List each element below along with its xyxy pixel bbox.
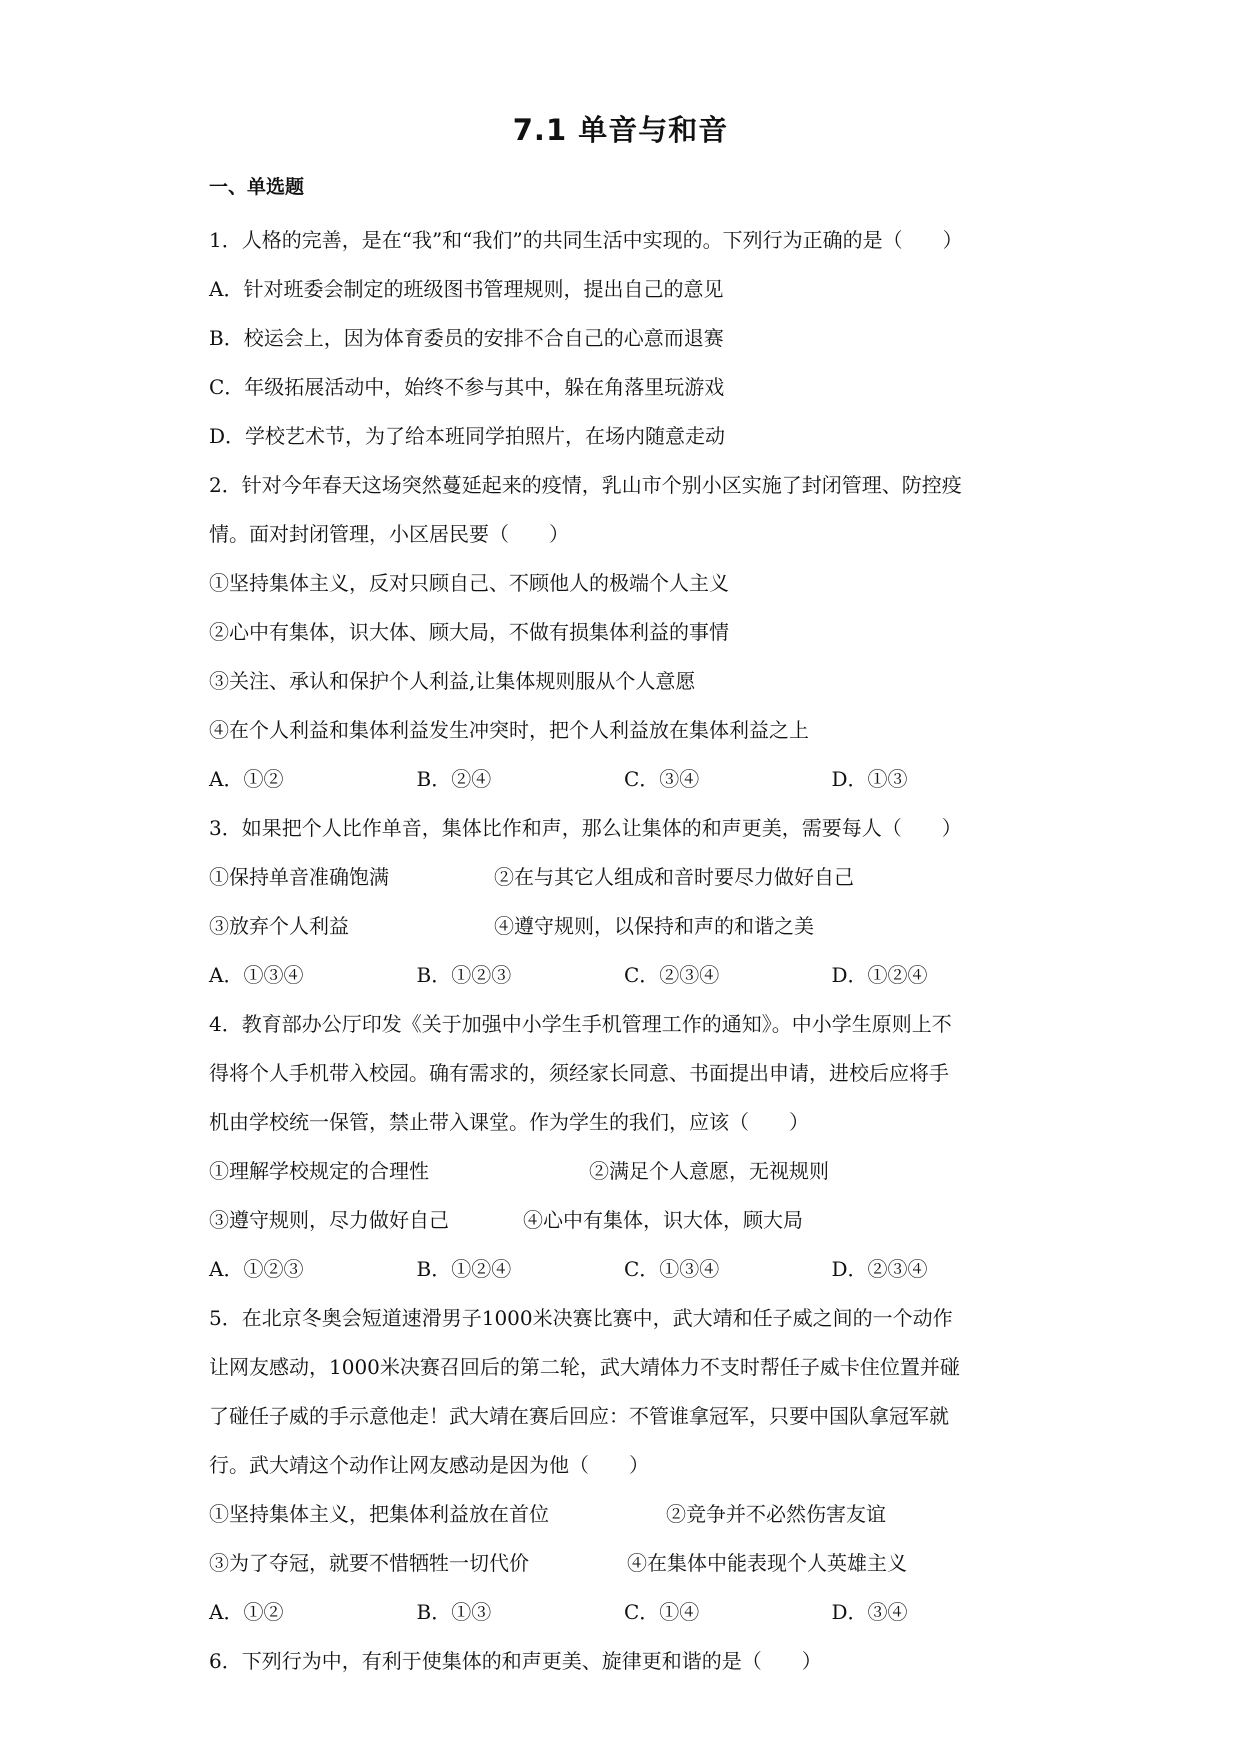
question-stem: 2．针对今年春天这场突然蔓延起来的疫情，乳山市个别小区实施了封闭管理、防控疫 bbox=[209, 473, 962, 497]
statement-2: ②满足个人意愿，无视规则 bbox=[589, 1159, 829, 1183]
option-b: B．校运会上，因为体育委员的安排不合自己的心意而退赛 bbox=[209, 326, 724, 350]
option-d: D．学校艺术节，为了给本班同学拍照片，在场内随意走动 bbox=[209, 424, 726, 448]
question-1 bbox=[209, 216, 1039, 461]
question-list bbox=[209, 216, 1039, 1686]
question-2 bbox=[209, 461, 1039, 804]
choice-c: C．①④ bbox=[624, 1600, 700, 1624]
question-stem: 6．下列行为中，有利于使集体的和声更美、旋律更和谐的是（ ） bbox=[209, 1649, 822, 1673]
choice-d: D．②③④ bbox=[831, 1257, 928, 1281]
question-stem: 5．在北京冬奥会短道速滑男子1000米决赛比赛中，武大靖和任子威之间的一个动作 bbox=[209, 1306, 953, 1330]
statement-4: ④在个人利益和集体利益发生冲突时，把个人利益放在集体利益之上 bbox=[209, 718, 809, 742]
choice-a: A．①③④ bbox=[209, 963, 304, 987]
option-c: C．年级拓展活动中，始终不参与其中，躲在角落里玩游戏 bbox=[209, 375, 725, 399]
question-stem: 让网友感动，1000米决赛召回后的第二轮，武大靖体力不支时帮任子威卡住位置并碰 bbox=[209, 1355, 960, 1379]
choice-c: C．②③④ bbox=[624, 963, 720, 987]
statement-2: ②竞争并不必然伤害友谊 bbox=[666, 1502, 886, 1526]
choice-b: B．①③ bbox=[416, 1600, 492, 1624]
question-stem: 4．教育部办公厅印发《关于加强中小学生手机管理工作的通知》。中小学生原则上不 bbox=[209, 1012, 952, 1036]
choice-a: A．①② bbox=[209, 1600, 284, 1624]
choice-d: D．①③ bbox=[831, 767, 908, 791]
statement-3: ③关注、承认和保护个人利益,让集体规则服从个人意愿 bbox=[209, 669, 696, 693]
question-stem: 1．人格的完善，是在“我”和“我们”的共同生活中实现的。下列行为正确的是（ ） bbox=[209, 228, 963, 252]
choice-a: A．①②③ bbox=[209, 1257, 304, 1281]
question-stem: 了碰任子威的手示意他走！武大靖在赛后回应：不管谁拿冠军，只要中国队拿冠军就 bbox=[209, 1404, 949, 1428]
question-3 bbox=[209, 804, 1039, 1000]
question-5 bbox=[209, 1294, 1039, 1637]
choice-row bbox=[209, 1245, 1039, 1294]
question-stem: 得将个人手机带入校园。确有需求的，须经家长同意、书面提出申请，进校后应将手 bbox=[209, 1061, 949, 1085]
statement-row bbox=[209, 1196, 1039, 1245]
question-6 bbox=[209, 1637, 1039, 1686]
choice-b: B．②④ bbox=[416, 767, 492, 791]
statement-4: ④心中有集体，识大体，顾大局 bbox=[523, 1208, 803, 1232]
statement-2: ②心中有集体，识大体、顾大局，不做有损集体利益的事情 bbox=[209, 620, 729, 644]
statement-row bbox=[209, 1147, 1039, 1196]
choice-b: B．①②③ bbox=[416, 963, 512, 987]
question-stem: 3．如果把个人比作单音，集体比作和声，那么让集体的和声更美，需要每人（ ） bbox=[209, 816, 962, 840]
question-4 bbox=[209, 1000, 1039, 1294]
statement-3: ③为了夺冠，就要不惜牺牲一切代价 bbox=[209, 1551, 529, 1575]
statement-1: ①坚持集体主义，把集体利益放在首位 bbox=[209, 1502, 549, 1526]
choice-c: C．③④ bbox=[624, 767, 700, 791]
question-stem: 行。武大靖这个动作让网友感动是因为他（ ） bbox=[209, 1453, 649, 1477]
statement-row bbox=[209, 902, 1039, 951]
statement-1: ①坚持集体主义，反对只顾自己、不顾他人的极端个人主义 bbox=[209, 571, 729, 595]
choice-row bbox=[209, 951, 1039, 1000]
choice-b: B．①②④ bbox=[416, 1257, 512, 1281]
choice-row bbox=[209, 755, 1039, 804]
choice-a: A．①② bbox=[209, 767, 284, 791]
option-a: A．针对班委会制定的班级图书管理规则，提出自己的意见 bbox=[209, 277, 724, 301]
statement-4: ④在集体中能表现个人英雄主义 bbox=[627, 1551, 907, 1575]
choice-row bbox=[209, 1588, 1039, 1637]
section-heading: 一、单选题 bbox=[209, 176, 305, 198]
page-title: 7.1 单音与和音 bbox=[512, 113, 729, 147]
statement-1: ①保持单音准确饱满 bbox=[209, 865, 389, 889]
statement-2: ②在与其它人组成和音时要尽力做好自己 bbox=[494, 865, 854, 889]
statement-row bbox=[209, 853, 1039, 902]
choice-d: D．③④ bbox=[831, 1600, 908, 1624]
statement-row bbox=[209, 1490, 1039, 1539]
statement-3: ③遵守规则，尽力做好自己 bbox=[209, 1208, 449, 1232]
question-stem: 机由学校统一保管，禁止带入课堂。作为学生的我们，应该（ ） bbox=[209, 1110, 809, 1134]
statement-1: ①理解学校规定的合理性 bbox=[209, 1159, 429, 1183]
choice-d: D．①②④ bbox=[831, 963, 928, 987]
statement-row bbox=[209, 1539, 1039, 1588]
choice-c: C．①③④ bbox=[624, 1257, 720, 1281]
statement-3: ③放弃个人利益 bbox=[209, 914, 349, 938]
statement-4: ④遵守规则，以保持和声的和谐之美 bbox=[494, 914, 814, 938]
question-stem: 情。面对封闭管理，小区居民要（ ） bbox=[209, 522, 569, 546]
